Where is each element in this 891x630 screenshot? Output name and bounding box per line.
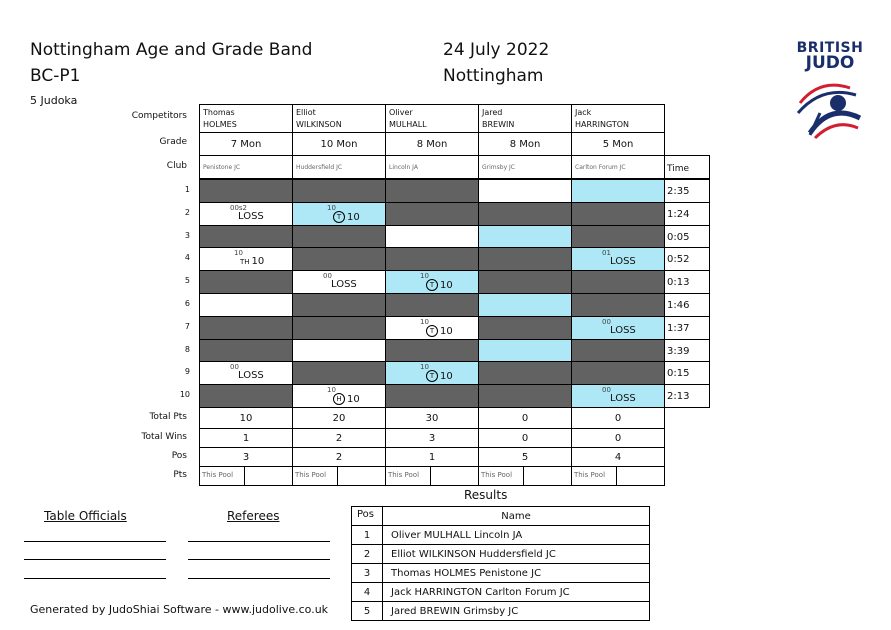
competitors-label: Competitors [131, 111, 187, 121]
match-result-text: LOSS [610, 256, 636, 267]
match-result [610, 325, 636, 336]
pos-label: Pos [171, 451, 187, 461]
match-cell [478, 247, 572, 271]
competitor-name-cell [292, 104, 386, 133]
competitor-first-name: Jared [482, 108, 503, 117]
timer-icon: T [426, 370, 438, 382]
match-result [333, 393, 360, 405]
match-result-text: LOSS [238, 370, 264, 381]
match-result [238, 211, 264, 222]
match-time: 1:37 [664, 316, 710, 340]
pts-cell [571, 466, 665, 486]
match-cell [478, 361, 572, 385]
competitor-last-name: HOLMES [203, 120, 237, 129]
total-pts-cell: 30 [385, 407, 479, 429]
competitor-first-name: Oliver [389, 108, 413, 117]
score-code: 00 [230, 363, 239, 371]
match-number: 9 [184, 367, 190, 376]
timer-icon: T [426, 325, 438, 337]
match-cell [478, 339, 572, 362]
match-cell [292, 202, 386, 226]
results-pos-cell: 5 [351, 601, 383, 621]
pts-cell [385, 466, 479, 486]
this-pool-label: This Pool [388, 471, 420, 479]
table-officials-label: Table Officials [44, 509, 127, 523]
competitor-last-name: BREWIN [482, 120, 515, 129]
match-cell [478, 225, 572, 248]
match-number: 7 [184, 322, 190, 331]
total-pts-cell: 20 [292, 407, 386, 429]
score-code: 00 [602, 318, 611, 326]
match-cell [478, 179, 572, 203]
match-cell [571, 247, 665, 271]
total-wins-label: Total Wins [141, 432, 187, 442]
competitor-last-name: MULHALL [389, 120, 427, 129]
match-time: 2:13 [664, 384, 710, 408]
competitor-name-cell [571, 104, 665, 133]
results-name-header: Name [382, 506, 650, 526]
total-wins-cell: 0 [571, 428, 665, 448]
footer-text: Generated by JudoShiai Software - www.judolive.co.uk [30, 603, 329, 616]
match-cell [478, 270, 572, 294]
score-code: 10 [420, 272, 429, 280]
match-number: 10 [179, 390, 190, 399]
match-result-text: 10 [347, 212, 360, 223]
match-number: 5 [184, 276, 190, 285]
match-time: 0:13 [664, 270, 710, 294]
match-cell [385, 202, 479, 226]
match-cell [199, 247, 293, 271]
signature-line [188, 559, 330, 560]
total-pts-label: Total Pts [149, 412, 187, 422]
match-result-text: LOSS [610, 393, 636, 404]
match-cell [478, 316, 572, 340]
event-date: 24 July 2022 [443, 40, 550, 60]
pts-cell [478, 466, 572, 486]
match-result [426, 370, 453, 382]
score-code: 10 [420, 318, 429, 326]
match-time: 1:24 [664, 202, 710, 226]
club-label: Club [166, 161, 187, 171]
match-result-text: 10 [347, 394, 360, 405]
match-cell [571, 316, 665, 340]
referees-label: Referees [227, 509, 280, 523]
match-result-text: 10 [440, 280, 453, 291]
event-location: Nottingham [443, 66, 544, 86]
match-cell [385, 361, 479, 385]
match-result [240, 256, 264, 267]
match-cell [199, 384, 293, 408]
match-cell [199, 339, 293, 362]
signature-line [24, 541, 166, 542]
match-number: 8 [184, 345, 190, 354]
match-time: 0:52 [664, 247, 710, 271]
match-cell [385, 293, 479, 317]
match-result [610, 393, 636, 404]
match-cell [478, 384, 572, 408]
match-cell [292, 247, 386, 271]
match-cell [199, 316, 293, 340]
results-pos-cell: 1 [351, 525, 383, 545]
pos-cell: 4 [571, 447, 665, 467]
total-pts-cell: 0 [571, 407, 665, 429]
results-name-cell: Oliver MULHALL Lincoln JA [382, 525, 650, 545]
score-code: 00 [602, 386, 611, 394]
competitor-name-cell [199, 104, 293, 133]
match-result [331, 279, 357, 290]
match-result [238, 370, 264, 381]
signature-line [188, 578, 330, 579]
match-cell [199, 179, 293, 203]
match-time: 1:46 [664, 293, 710, 317]
match-time: 3:39 [664, 339, 710, 362]
results-name-cell: Jack HARRINGTON Carlton Forum JC [382, 582, 650, 602]
logo-text-2: JUDO [805, 53, 855, 73]
pos-cell: 5 [478, 447, 572, 467]
match-cell [571, 270, 665, 294]
british-judo-logo [790, 40, 870, 155]
match-result-text: 10 [440, 326, 453, 337]
competitor-last-name: WILKINSON [296, 120, 342, 129]
match-cell [292, 179, 386, 203]
total-wins-cell: 0 [478, 428, 572, 448]
match-cell [292, 384, 386, 408]
pts-divider [616, 466, 617, 486]
match-cell [571, 179, 665, 203]
match-cell [571, 225, 665, 248]
match-cell [385, 179, 479, 203]
match-result-text: 10 [440, 371, 453, 382]
competitor-name-cell [385, 104, 479, 133]
match-number: 6 [184, 299, 190, 308]
pos-cell: 1 [385, 447, 479, 467]
score-code: 10 [234, 249, 243, 257]
match-result [426, 279, 453, 291]
club-cell: Grimsby JC [478, 155, 572, 179]
match-cell [478, 293, 572, 317]
pos-cell: 2 [292, 447, 386, 467]
match-cell [292, 225, 386, 248]
pts-divider [244, 466, 245, 486]
results-name-cell: Thomas HOLMES Penistone JC [382, 563, 650, 583]
score-prefix: TH [240, 258, 250, 266]
category-title: BC-P1 [30, 66, 81, 86]
pts-cell [292, 466, 386, 486]
match-number: 3 [184, 231, 190, 240]
pts-divider [337, 466, 338, 486]
match-result-text: LOSS [610, 325, 636, 336]
match-result [426, 325, 453, 337]
match-cell [292, 339, 386, 362]
match-cell [571, 361, 665, 385]
pos-cell: 3 [199, 447, 293, 467]
match-number: 1 [184, 185, 190, 194]
results-pos-cell: 3 [351, 563, 383, 583]
judoka-count: 5 Judoka [30, 94, 78, 107]
grade-cell: 7 Mon [199, 132, 293, 156]
match-cell [385, 384, 479, 408]
grade-cell: 8 Mon [385, 132, 479, 156]
results-pos-header: Pos [351, 506, 383, 526]
match-cell [199, 202, 293, 226]
total-wins-cell: 1 [199, 428, 293, 448]
match-cell [199, 225, 293, 248]
match-cell [478, 202, 572, 226]
this-pool-label: This Pool [574, 471, 606, 479]
this-pool-label: This Pool [481, 471, 513, 479]
signature-line [188, 541, 330, 542]
results-name-cell: Elliot WILKINSON Huddersfield JC [382, 544, 650, 564]
competitor-first-name: Thomas [203, 108, 235, 117]
results-title: Results [464, 488, 508, 502]
match-cell [385, 339, 479, 362]
match-time: 2:35 [664, 179, 710, 203]
match-cell [571, 384, 665, 408]
signature-line [24, 578, 166, 579]
match-number: 2 [184, 208, 190, 217]
match-cell [199, 361, 293, 385]
total-wins-cell: 2 [292, 428, 386, 448]
match-cell [571, 339, 665, 362]
score-code: 10 [327, 204, 336, 212]
score-code: 00 [323, 272, 332, 280]
pts-divider [523, 466, 524, 486]
grade-cell: 10 Mon [292, 132, 386, 156]
judo-figure-icon [790, 73, 870, 145]
match-cell [292, 361, 386, 385]
this-pool-label: This Pool [202, 471, 234, 479]
competitor-last-name: HARRINGTON [575, 120, 630, 129]
match-cell [292, 316, 386, 340]
score-code: 10 [420, 363, 429, 371]
match-cell [571, 202, 665, 226]
grade-cell: 5 Mon [571, 132, 665, 156]
timer-icon: T [333, 211, 345, 223]
time-header: Time [664, 155, 710, 179]
results-pos-cell: 2 [351, 544, 383, 564]
match-result-text: 10 [251, 256, 265, 267]
match-cell [385, 225, 479, 248]
match-time: 0:15 [664, 361, 710, 385]
match-result [333, 211, 360, 223]
match-result-text: LOSS [238, 211, 264, 222]
event-title: Nottingham Age and Grade Band [30, 40, 313, 60]
match-number: 4 [184, 253, 190, 262]
pts-divider [430, 466, 431, 486]
results-pos-cell: 4 [351, 582, 383, 602]
club-cell: Penistone JC [199, 155, 293, 179]
total-pts-cell: 10 [199, 407, 293, 429]
logo-text-1: BRITISH [796, 40, 864, 56]
score-code: 01 [602, 249, 611, 257]
pts-cell [199, 466, 293, 486]
club-cell: Lincoln JA [385, 155, 479, 179]
match-cell [199, 270, 293, 294]
competitor-first-name: Elliot [296, 108, 316, 117]
grade-label: Grade [159, 137, 187, 147]
club-cell: Carlton Forum JC [571, 155, 665, 179]
hansoku-icon: H [333, 393, 345, 405]
this-pool-label: This Pool [295, 471, 327, 479]
match-result-text: LOSS [331, 279, 357, 290]
match-result [610, 256, 636, 267]
results-name-cell: Jared BREWIN Grimsby JC [382, 601, 650, 621]
match-time: 0:05 [664, 225, 710, 248]
match-cell [292, 293, 386, 317]
timer-icon: T [426, 279, 438, 291]
match-cell [385, 316, 479, 340]
match-cell [571, 293, 665, 317]
score-code: 10 [327, 386, 336, 394]
total-wins-cell: 3 [385, 428, 479, 448]
total-pts-cell: 0 [478, 407, 572, 429]
match-cell [292, 270, 386, 294]
competitor-name-cell [478, 104, 572, 133]
score-code: 00s2 [230, 204, 248, 212]
competitor-first-name: Jack [575, 108, 592, 117]
club-cell: Huddersfield JC [292, 155, 386, 179]
match-cell [385, 247, 479, 271]
match-cell [385, 270, 479, 294]
signature-line [24, 559, 166, 560]
match-cell [199, 293, 293, 317]
pts-label: Pts [173, 470, 187, 480]
grade-cell: 8 Mon [478, 132, 572, 156]
